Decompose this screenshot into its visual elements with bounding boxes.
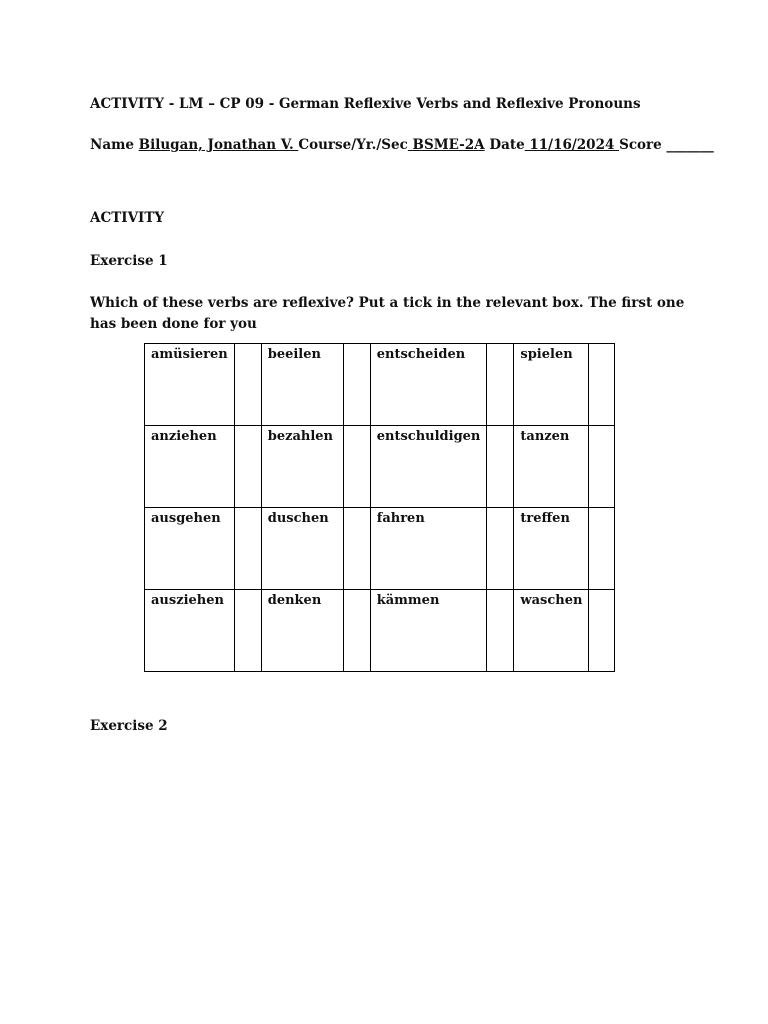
table-row [145,508,615,590]
verb-cell: entschuldigen [370,426,487,508]
verb-cell: kämmen [370,590,487,672]
verb-cell: entscheiden [370,344,487,426]
verb-cell: duschen [261,508,343,590]
tick-box[interactable] [234,426,261,508]
score-field[interactable]: _______ [661,137,714,153]
tick-box[interactable] [487,590,514,672]
course-field[interactable]: BSME-2A [407,137,485,153]
tick-box[interactable] [487,426,514,508]
reflexive-verb-table [144,343,615,672]
date-label: Date [489,137,525,153]
tick-box[interactable] [343,426,370,508]
tick-box[interactable] [487,344,514,426]
tick-box[interactable] [234,344,261,426]
verb-cell: denken [261,590,343,672]
tick-box[interactable] [589,426,615,508]
tick-box[interactable] [589,344,615,426]
table-row [145,344,615,426]
name-field[interactable]: Bilugan, Jonathan V. [138,137,299,153]
verb-cell: fahren [370,508,487,590]
tick-box[interactable] [343,590,370,672]
verb-cell: tanzen [514,426,589,508]
tick-box[interactable] [487,508,514,590]
verb-cell: ausziehen [145,590,235,672]
score-label: Score [619,137,662,153]
tick-box[interactable] [343,508,370,590]
tick-box[interactable] [589,508,615,590]
course-label: Course/Yr./Sec [298,137,408,153]
date-field[interactable]: 11/16/2024 [524,137,620,153]
tick-box[interactable] [234,590,261,672]
tick-box[interactable] [343,344,370,426]
verb-cell: amüsieren [145,344,235,426]
tick-box[interactable] [234,508,261,590]
verb-cell: treffen [514,508,589,590]
table-row [145,426,615,508]
activity-heading: ACTIVITY [90,210,165,226]
exercise-2-heading: Exercise 2 [90,718,168,734]
verb-cell: spielen [514,344,589,426]
verb-cell: waschen [514,590,589,672]
document-title: ACTIVITY - LM – CP 09 - German Reflexive Verbs and Reflexive Pronouns [90,96,641,112]
name-label: Name [90,137,134,153]
verb-cell: anziehen [145,426,235,508]
exercise-1-instruction: Which of these verbs are reflexive? Put a tick in the relevant box. The first one has been done for you [90,295,685,332]
student-info-line [90,137,714,153]
verb-cell: bezahlen [261,426,343,508]
table-row [145,590,615,672]
verb-cell: beeilen [261,344,343,426]
tick-box[interactable] [589,590,615,672]
exercise-1-heading: Exercise 1 [90,253,168,269]
verb-cell: ausgehen [145,508,235,590]
